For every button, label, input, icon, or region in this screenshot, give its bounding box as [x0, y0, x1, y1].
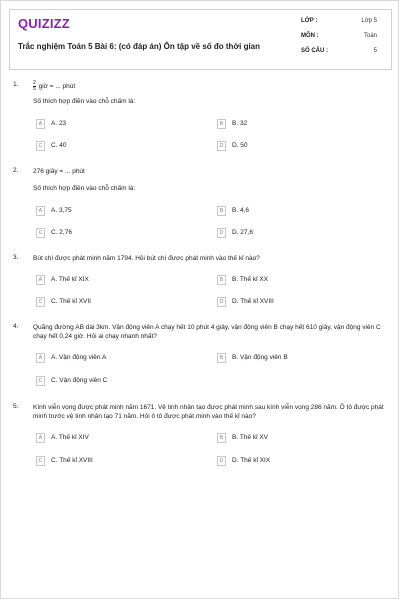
option-letter-box: A	[36, 353, 45, 363]
option-letter-box: B	[217, 433, 226, 443]
option-letter-box: C	[36, 376, 45, 386]
option-letter-box: A	[36, 275, 45, 285]
meta-row-class	[301, 18, 383, 33]
option-letter-box: C	[36, 456, 45, 466]
question-number: 5.	[13, 403, 19, 410]
question-text: Quãng đường AB dài 3km. Vận động viên A chạy hết 10 phút 4 giây, vận động viên B chạy hết 610 giây, vận động viên C chạy hết 0,24 giờ. Hỏi ai chạy nhanh nhất?	[33, 324, 381, 340]
option-letter-box: B	[217, 275, 226, 285]
option-letter-box: D	[217, 141, 226, 151]
meta-key: LỚP :	[301, 18, 318, 24]
meta-value: 5	[373, 48, 377, 54]
question-text: Bút chì được phát minh năm 1794. Hỏi bút chì được phát minh vào thế kỉ nào?	[33, 255, 260, 262]
question-text: $\frac{2}{5}$ giờ = ... phút	[33, 80, 76, 92]
meta-value: Lớp 5	[361, 18, 377, 24]
option-letter-box: B	[217, 353, 226, 363]
option-letter-box: D	[217, 297, 226, 307]
worksheet-header	[9, 9, 392, 70]
worksheet-meta	[301, 18, 383, 63]
question-text: Kính viễn vọng được phát minh năm 1671. Vệ tinh nhân tạo được phát minh sau kính viễn vọng 286 năm. Ô tô được phát minh trước vệ tinh nhân tạo 71 năm. Hỏi ô tô được phát minh vào thế kỉ nào?	[33, 404, 384, 420]
option-letter-box: A	[36, 433, 45, 443]
option-letter-box: B	[217, 206, 226, 216]
option-letter-box: C	[36, 228, 45, 238]
worksheet-page: QUIZIZZ Trắc nghiệm Toán 5 Bài 6: (có đáp án) Ôn tập về số đo thời gian LỚP : Lớp 5 MÔN : Toán SỐ CÂU : 5 1. $\frac{2}{5}$ giờ = ... phút Số thích hợp điền vào chỗ chấm là: A A. 23 B B. 32 C C. 40 D D. 50 2. 276 giây = ... phút Số thích hợp điền vào chỗ chấm là: A A. 3,75 B B. 4,6 C C. 2,76 D D. 27,6 3. Bút chì được phát minh năm 1794. Hỏi bút chì được phát minh vào thế kỉ nào? A A. Thế kỉ XIX B B. Thế kỉ XX C C. Thế kỉ XVII D D. Thế kỉ XVIII 4. Quãng đường AB dài 3km. Vận động viên A chạy hết 10 phút 4 giây, vận động viên B chạy hết 610 giây, vận động viên C chạy hết 0,24 giờ. Hỏi ai chạy nhanh nhất? A A. Vận động viên A B B. Vận động viên B C C. Vận động viên C 5. Kính viễn vọng được phát minh năm 1671. Vệ tinh nhân tạo được phát minh sau kính viễn vọng 286 năm. Ô tô được phát minh trước vệ tinh nhân tạo 71 năm. Hỏi ô tô được phát minh vào thế kỉ nào? A A. Thế kỉ XIV B B. Thế kỉ XV C C. Thế kỉ XVIII D D. Thế kỉ XIX	[0, 0, 399, 599]
question-number: 2.	[13, 167, 19, 174]
option-letter-box: D	[217, 456, 226, 466]
fraction: $\frac{2}{5}$	[33, 80, 36, 92]
option-letter-box: B	[217, 119, 226, 129]
question-text: 276 giây = ... phút	[33, 168, 85, 175]
meta-key: SỐ CÂU :	[301, 48, 328, 54]
question-number: 1.	[13, 81, 19, 88]
question-number: 4.	[13, 323, 19, 330]
question-subtext: Số thích hợp điền vào chỗ chấm là:	[33, 98, 136, 105]
option-letter-box: A	[36, 206, 45, 216]
question-subtext: Số thích hợp điền vào chỗ chấm là:	[33, 185, 136, 192]
meta-row-count	[301, 48, 383, 63]
worksheet-title: Trắc nghiệm Toán 5 Bài 6: (có đáp án) Ôn tập về số đo thời gian	[18, 42, 261, 51]
quizizz-logo: QUIZIZZ	[18, 16, 70, 31]
option-letter-box: D	[217, 228, 226, 238]
meta-key: MÔN :	[301, 33, 319, 39]
question-number: 3.	[13, 254, 19, 261]
meta-value: Toán	[363, 33, 377, 39]
option-letter-box: C	[36, 141, 45, 151]
meta-row-subject	[301, 33, 383, 48]
option-letter-box: A	[36, 119, 45, 129]
option-letter-box: C	[36, 297, 45, 307]
